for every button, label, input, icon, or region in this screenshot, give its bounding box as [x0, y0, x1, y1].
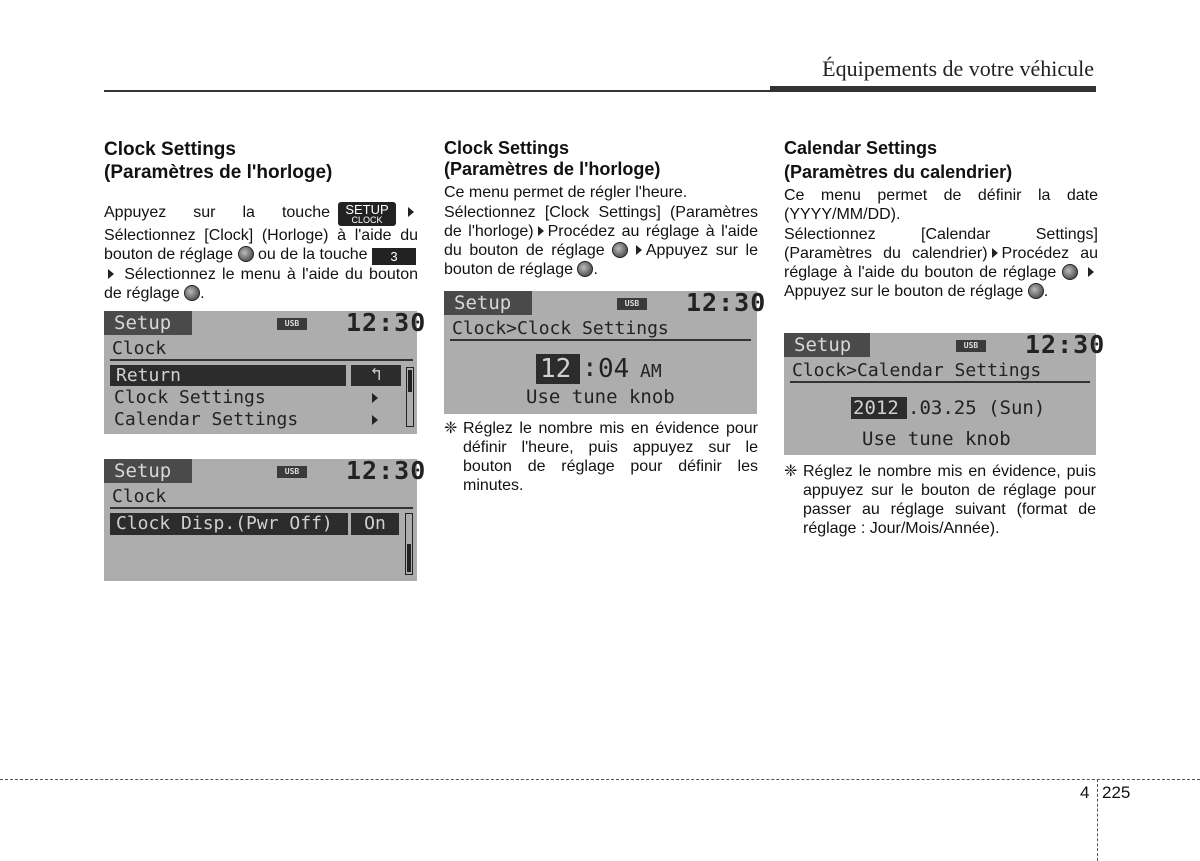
arrow-icon [408, 207, 414, 217]
screen-clock: 12:30 [346, 456, 427, 485]
chapter-number: 4 [1080, 783, 1090, 802]
chevron-right-icon [372, 415, 378, 425]
screen-divider [110, 507, 413, 509]
screen-tab: Setup [104, 459, 192, 483]
arrow-icon [636, 245, 642, 255]
arrow-icon [108, 269, 114, 279]
display-screen-calendar-settings [784, 330, 1106, 455]
minutes-value[interactable]: 04 [598, 354, 630, 384]
screen-clock: 12:30 [1025, 330, 1106, 359]
usb-icon: USB [277, 466, 307, 478]
tune-knob-icon [577, 261, 593, 277]
note: ❈ Réglez le nombre mis en évidence pour définir l'heure, puis appuyez sur le bouton de réglage pour définir les minutes. [444, 420, 758, 494]
screen-heading: Clock>Clock Settings [452, 318, 669, 339]
screen-heading: Clock>Calendar Settings [792, 360, 1042, 381]
tune-knob-hint: Use tune knob [526, 386, 675, 408]
column-clock-settings [444, 138, 758, 279]
key-3-icon: 3 [372, 248, 416, 265]
menu-item-return[interactable]: Return [110, 365, 346, 386]
scrollbar[interactable] [405, 513, 413, 575]
column-clock-settings-intro [104, 138, 418, 303]
menu-item-clock-settings[interactable]: Clock Settings [114, 387, 266, 408]
screen-clock: 12:30 [346, 308, 427, 337]
screen-divider [450, 339, 751, 341]
intro-text: Ce menu permet de régler l'heure. [444, 184, 688, 201]
section-title: Clock Settings (Paramètres de l'horloge) [444, 138, 661, 179]
tune-knob-icon [1062, 264, 1078, 280]
menu-item-calendar-settings[interactable]: Calendar Settings [114, 409, 299, 430]
arrow-icon [1088, 267, 1094, 277]
screen-divider [790, 381, 1090, 383]
usb-icon: USB [617, 298, 647, 310]
page-number: 225 [1102, 783, 1131, 802]
screen-tab: Setup [444, 291, 532, 315]
section-title: Clock Settings (Paramètres de l'horloge) [104, 139, 333, 183]
screen-tab: Setup [784, 333, 870, 357]
date-rest-value: .03.25 (Sun) [908, 397, 1046, 419]
arrow-icon [538, 226, 544, 236]
note-mark-icon: ❈ [444, 420, 458, 437]
year-value[interactable]: 2012 [851, 397, 907, 419]
intro-text: Ce menu permet de définir la date (YYYY/MM/DD). [784, 187, 1098, 223]
setup-clock-key-icon: SETUP CLOCK [338, 202, 396, 226]
screen-divider [110, 359, 413, 361]
screen-clock: 12:30 [686, 288, 767, 317]
footer-divider [1097, 779, 1098, 861]
scrollbar[interactable] [406, 367, 414, 427]
footer-rule [0, 779, 1200, 780]
instructions: Sélectionnez [Calendar Settings] (Paramètres du calendrier) Procédez au réglage à l'aide du bouton de réglage Appuyez sur le bouton de réglage . [784, 226, 1099, 300]
hour-value[interactable]: 12 [536, 354, 580, 384]
note-mark-icon: ❈ [784, 463, 798, 480]
display-screen-clock-menu [104, 308, 427, 434]
tune-knob-icon [1028, 283, 1044, 299]
tune-knob-hint: Use tune knob [862, 428, 1011, 450]
tune-knob-icon [612, 242, 628, 258]
arrow-icon [992, 248, 998, 258]
note: ❈ Réglez le nombre mis en évidence, puis appuyez sur le bouton de réglage pour passer au réglage suivant (format de réglage : Jour/Mois/Année). [784, 463, 1096, 537]
display-screen-clock-settings [444, 288, 767, 414]
screen-heading: Clock [112, 338, 167, 359]
scroll-thumb[interactable] [407, 544, 411, 572]
menu-item-clock-disp[interactable]: Clock Disp.(Pwr Off) [110, 513, 348, 535]
screen-heading: Clock [112, 486, 167, 507]
instructions: Appuyez sur la touche SETUP CLOCK Sélectionnez [Clock] (Horloge) à l'aide du bouton de réglage ou de la touche 3 Sélectionnez le menu à l'aide du bouton de réglage . [104, 202, 418, 302]
display-screen-clock-disp [104, 456, 427, 581]
usb-icon: USB [956, 340, 986, 352]
screen-tab: Setup [104, 311, 192, 335]
tune-knob-icon [184, 285, 200, 301]
return-icon[interactable]: ↰ [351, 365, 401, 386]
chevron-right-icon [372, 393, 378, 403]
page-header-title: Équipements de votre véhicule [822, 56, 1094, 81]
column-calendar-settings [784, 138, 1098, 301]
tune-knob-icon [238, 246, 254, 262]
header-rule [104, 90, 770, 92]
scroll-thumb[interactable] [408, 370, 412, 392]
usb-icon: USB [277, 318, 307, 330]
instructions: Sélectionnez [Clock Settings] (Paramètres de l'horloge) Procédez au réglage à l'aide du bouton de réglage Appuyez sur le bouton de réglage . [444, 204, 758, 278]
header-rule-thick [770, 86, 1096, 92]
section-title: Calendar Settings (Paramètres du calendrier) [784, 138, 1013, 182]
ampm-value: AM [640, 361, 662, 382]
time-separator: : [582, 353, 598, 383]
clock-disp-value[interactable]: On [351, 513, 399, 535]
